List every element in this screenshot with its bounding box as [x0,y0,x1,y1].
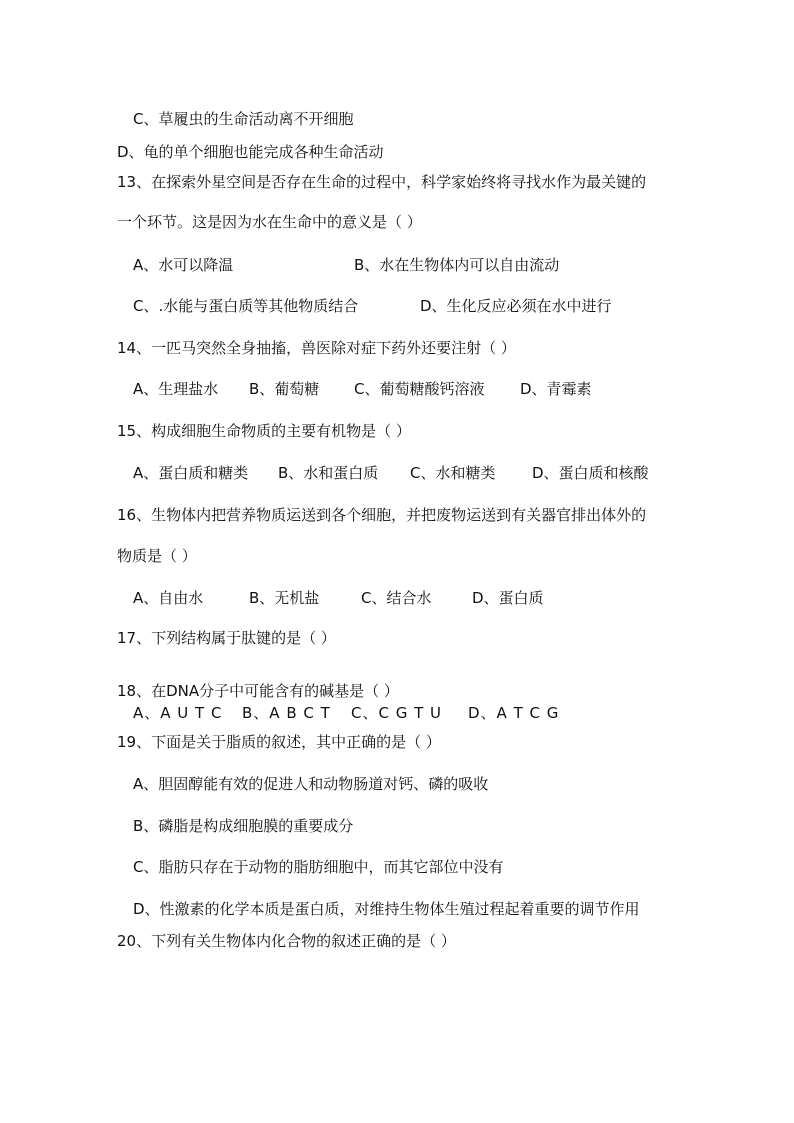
question-15: 15、构成细胞生命物质的主要有机物是（ ） [117,422,411,440]
q13-option-a: A、水可以降温 [133,256,234,274]
question-16-line-2: 物质是（ ） [117,547,197,565]
q18-option-a: A、A U T C [133,704,223,722]
q15-option-a: A、蛋白质和糖类 [133,464,249,482]
question-18: 18、在DNA分子中可能含有的碱基是（ ） [117,682,399,700]
question-13-line-2: 一个环节。这是因为水在生命中的意义是（ ） [117,213,422,231]
q18-option-d: D、A T C G [468,704,560,722]
q16-option-b: B、无机盐 [249,589,320,607]
q15-option-d: D、蛋白质和核酸 [532,464,649,482]
question-16-line-1: 16、生物体内把营养物质运送到各个细胞，并把废物运送到有关器官排出体外的 [117,506,647,524]
question-14: 14、一匹马突然全身抽搐，兽医除对症下药外还要注射（ ） [117,339,516,357]
q18-option-b: B、A B C T [242,704,331,722]
question-13-line-1: 13、在探索外星空间是否存在生命的过程中，科学家始终将寻找水作为最关键的 [117,173,647,191]
q13-option-c: C、.水能与蛋白质等其他物质结合 [133,297,359,315]
q19-option-b: B、磷脂是构成细胞膜的重要成分 [133,817,354,835]
option-c-prev: C、草履虫的生命活动离不开细胞 [133,110,354,128]
q19-option-d: D、性激素的化学本质是蛋白质，对维持生物体生殖过程起着重要的调节作用 [133,900,640,918]
q15-option-c: C、水和糖类 [410,464,496,482]
q16-option-a: A、自由水 [133,589,204,607]
question-17: 17、下列结构属于肽键的是（ ） [117,629,336,647]
q18-option-c: C、C G T U [351,704,443,722]
question-19: 19、下面是关于脂质的叙述，其中正确的是（ ） [117,733,441,751]
question-20: 20、下列有关生物体内化合物的叙述正确的是（ ） [117,932,456,950]
q19-option-c: C、脂肪只存在于动物的脂肪细胞中，而其它部位中没有 [133,858,504,876]
q16-option-d: D、蛋白质 [472,589,544,607]
q14-option-a: A、生理盐水 [133,380,219,398]
q19-option-a: A、胆固醇能有效的促进人和动物肠道对钙、磷的吸收 [133,775,489,793]
q14-option-d: D、青霉素 [520,380,592,398]
q14-option-c: C、葡萄糖酸钙溶液 [354,380,485,398]
q15-option-b: B、水和蛋白质 [278,464,379,482]
q13-option-d: D、生化反应必须在水中进行 [420,297,612,315]
q16-option-c: C、结合水 [361,589,432,607]
q13-option-b: B、水在生物体内可以自由流动 [354,256,560,274]
q14-option-b: B、葡萄糖 [249,380,320,398]
option-d-prev: D、龟的单个细胞也能完成各种生命活动 [117,143,384,161]
